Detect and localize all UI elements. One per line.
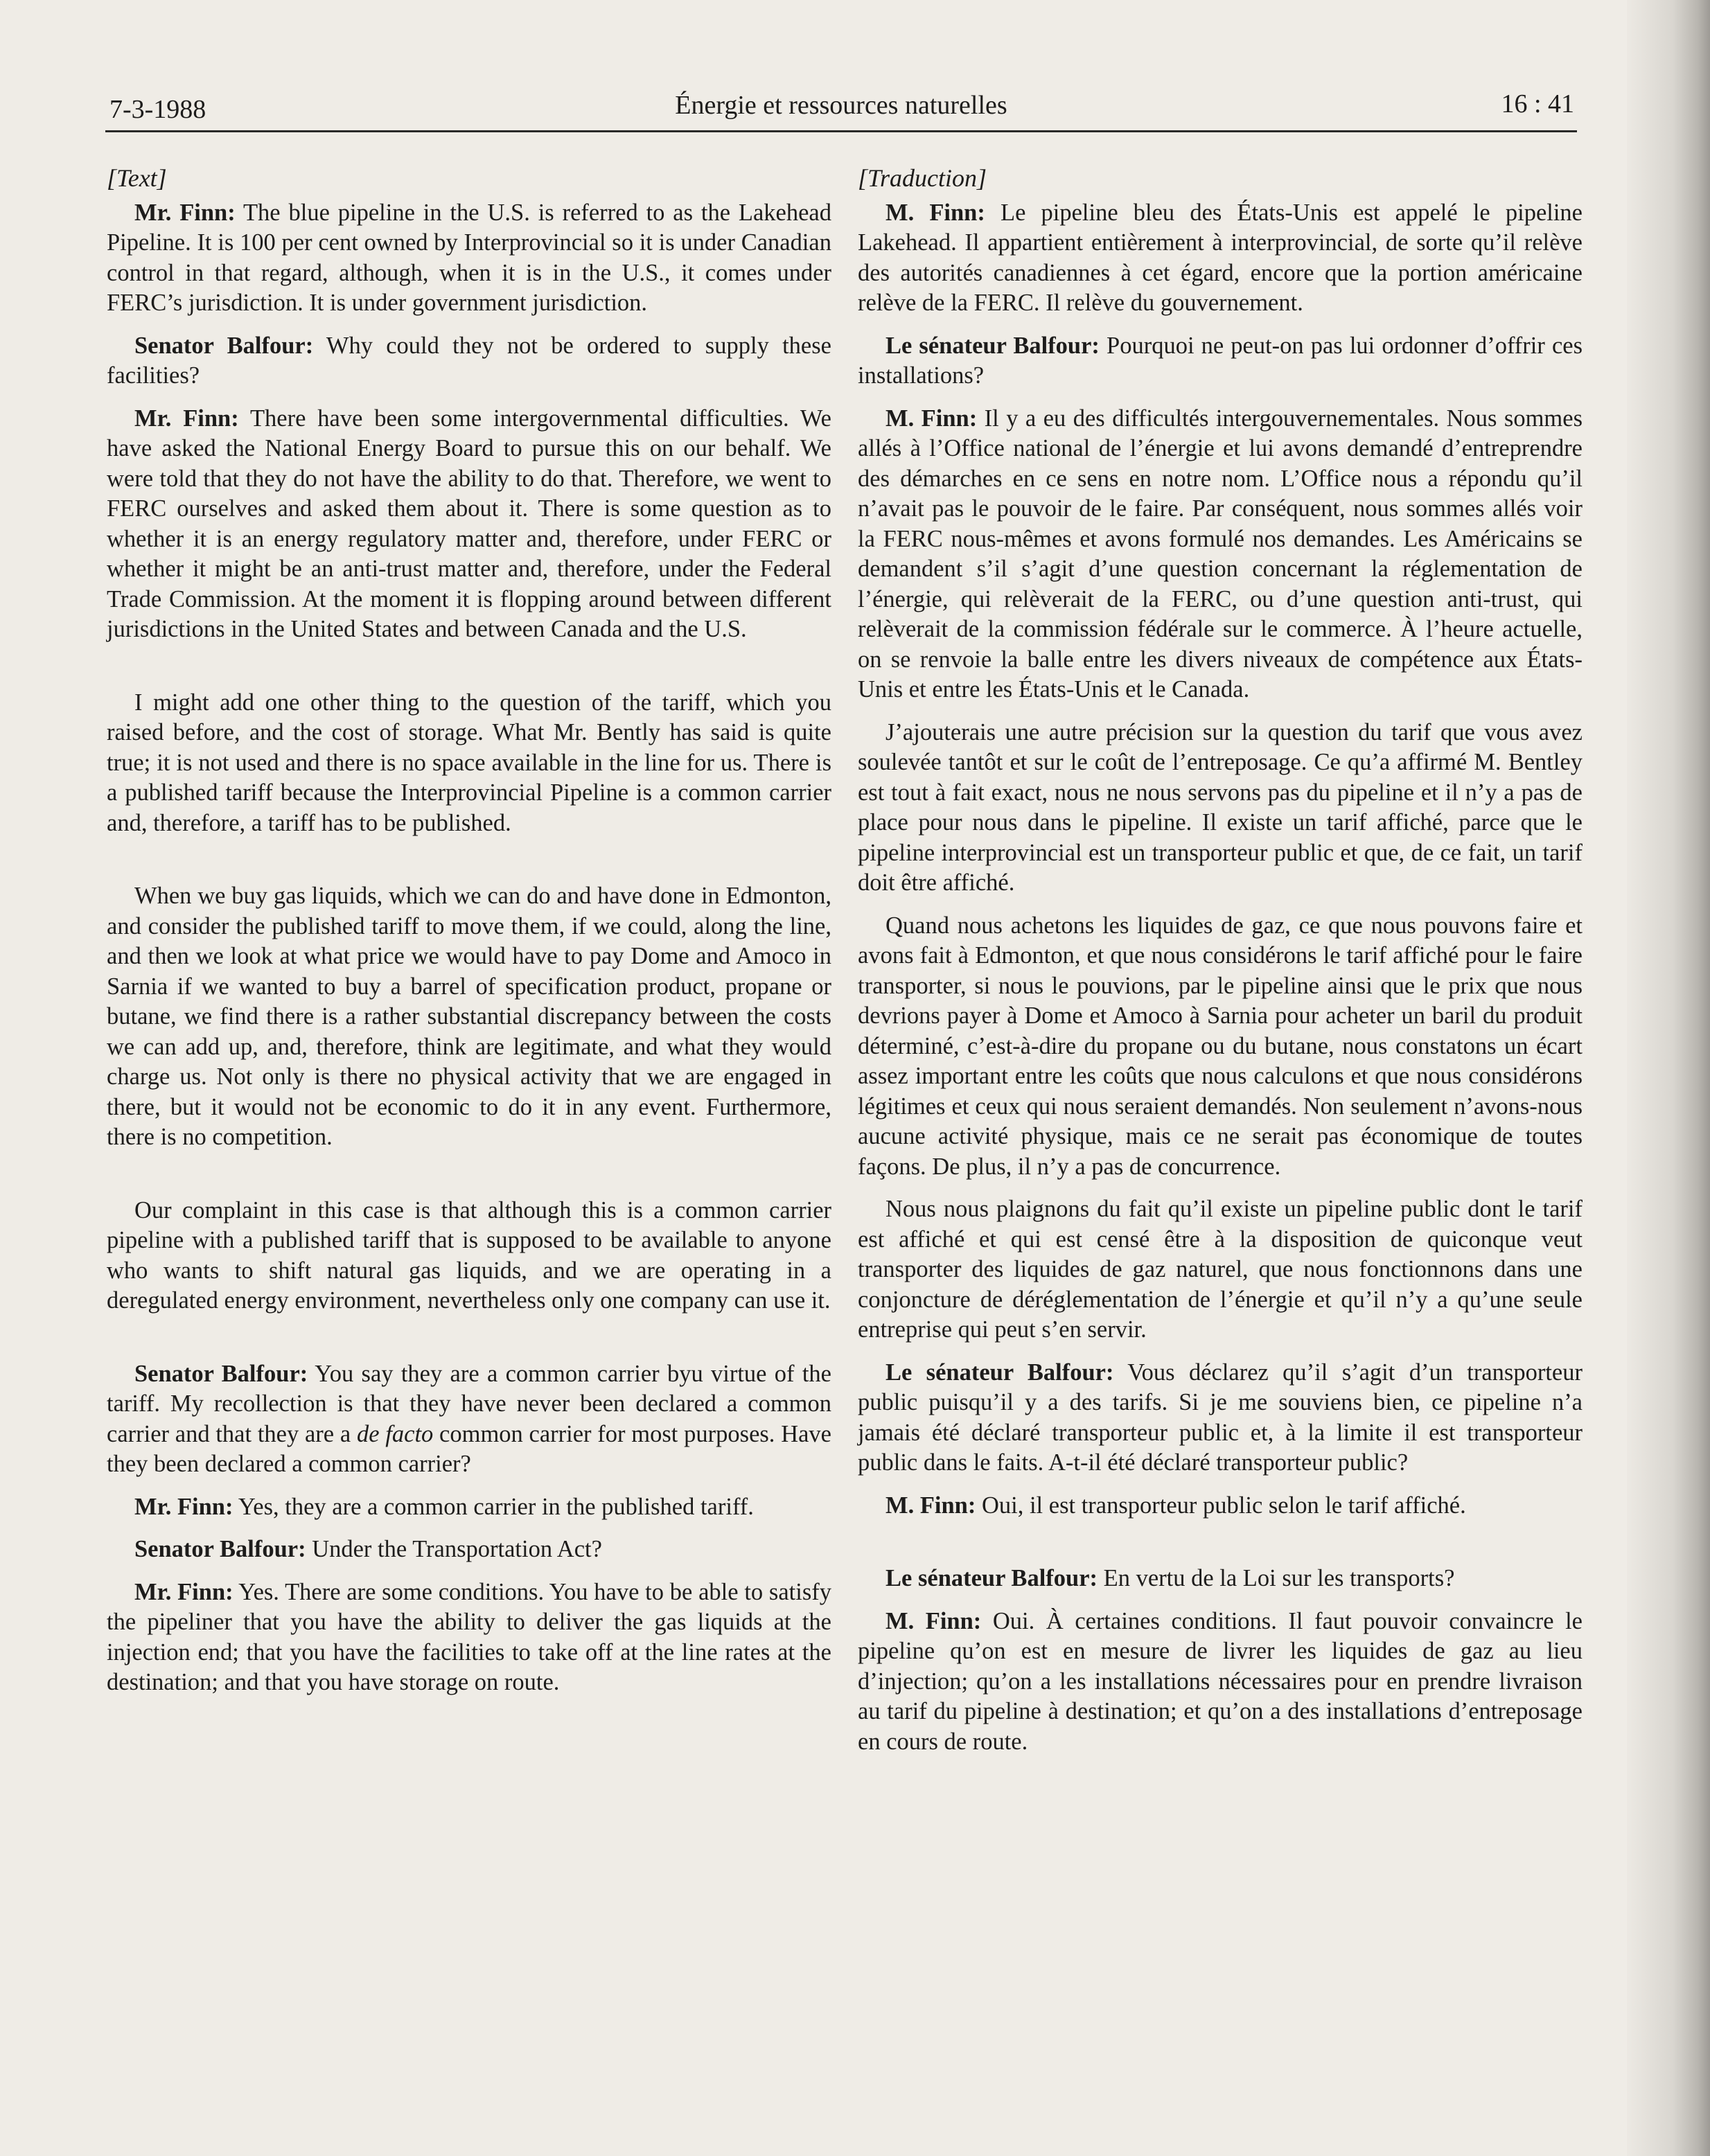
english-paragraph-1 — [107, 198, 831, 319]
paragraph-text: Pourquoi ne peut-on pas lui ordonner d’offrir ces installations? — [858, 332, 1583, 389]
paragraph-text: Il y a eu des difficultés intergouvernementales. Nous sommes allés à l’Office national de l’énergie et lui avons demandé d’entreprendre des démarches en ce sens en notre nom. L’Office nous a répondu qu’il n’avait pas le pouvoir de le faire. Par conséquent, nous sommes allés voir la FERC nous-mêmes et avons formulé nos demandes. Les Américains se demandent s’il s’agit d’une question concernant la réglementation de l’énergie, qui relèverait de la FERC, ou d’une question anti-trust, qui relèverait de la commission fédérale sur le commerce. À l’heure actuelle, on se renvoie la balle entre les divers niveaux de compétence aux États-Unis et entre les États-Unis et le Canada. — [858, 405, 1583, 703]
french-paragraph-2 — [858, 331, 1583, 391]
paragraph-text: Yes. There are some conditions. You have to be able to satisfy the pipeliner that you have the ability to deliver the gas liquids at the injection end; that you have the facilities to take off at the line rates at the destination; and that you have storage on route. — [107, 1578, 831, 1695]
speaker-name: Le sénateur Balfour: — [885, 332, 1100, 359]
speaker-name: M. Finn: — [885, 405, 978, 432]
speaker-name: Senator Balfour: — [134, 1360, 308, 1387]
paragraph-text: Oui. À certaines conditions. Il faut pouvoir convaincre le pipeline qu’on est en mesure de livrer les liquides de gaz au lieu d’injection; qu’on a les installations nécessaires pour en prendre livraison au tarif du pipeline à destination; et qu’on a des installations d’entreposage en cours de route. — [858, 1607, 1583, 1755]
speaker-name: Senator Balfour: — [134, 1536, 306, 1562]
header-title: Énergie et ressources naturelles — [675, 91, 1007, 120]
paragraph-text: Yes, they are a common carrier in the published tariff. — [233, 1493, 754, 1520]
paragraph-text: Under the Transportation Act? — [306, 1536, 602, 1562]
paragraph-text: common carrier for most purposes. Have they been declared a common carrier? — [107, 1420, 831, 1477]
french-paragraph-8 — [858, 1491, 1583, 1521]
french-paragraph-10 — [858, 1607, 1583, 1758]
english-paragraph-3 — [107, 404, 831, 645]
french-paragraph-9 — [858, 1564, 1583, 1594]
english-column-label: [Text] — [107, 164, 167, 192]
english-column — [107, 164, 831, 1711]
italic-term: de facto — [356, 1420, 434, 1447]
english-paragraph-8 — [107, 1492, 831, 1523]
paragraph-text: Why could they not be ordered to supply these facilities? — [107, 332, 831, 389]
french-paragraph-1 — [858, 198, 1583, 319]
speaker-name: Senator Balfour: — [134, 332, 314, 359]
paragraph-text: There have been some intergovernmental difficulties. We have asked the National Energy Board to pursue this on our behalf. We were told that they do not have the ability to do that. Therefore, we went to FERC ourselves and asked them about it. There is some question as to whether it is an energy regulatory matter and, therefore, under FERC or whether it might be an anti-trust matter and, therefore, under the Federal Trade Commission. At the moment it is flopping around between different jurisdictions in the United States and between Canada and the U.S. — [107, 405, 831, 642]
english-paragraph-7 — [107, 1359, 831, 1480]
paragraph-text: You say they are a common carrier byu virtue of the tariff. My recollection is that they have never been declared a common carrier and that they are a — [107, 1360, 831, 1447]
binding-shadow — [1627, 0, 1710, 2156]
speaker-name: M. Finn: — [885, 1492, 976, 1519]
english-paragraph-6 — [107, 1196, 831, 1316]
header-page-number: 16 : 41 — [1501, 89, 1574, 118]
paragraph-text: Vous déclarez qu’il s’agit d’un transporteur public puisqu’il y a des tarifs. Si je me souviens bien, ce pipeline n’a jamais été déclaré transporteur public et, à la limite il est transporteur public dans le faits. A-t-il été déclaré transporteur public? — [858, 1359, 1583, 1476]
header-date: 7-3-1988 — [109, 95, 206, 124]
paragraph-text: When we buy gas liquids, which we can do and have done in Edmonton, and consider the published tariff to move them, if we could, along the line, and then we look at what price we would have to pay Dome and Amoco in Sarnia if we wanted to buy a barrel of specification product, propane or butane, we find there is a rather substantial discrepancy between the costs we can add up, and, therefore, think are legitimate, and what they would charge us. Not only is there no physical activity that we are engaged in there, but it would not be economic to do it in any event. Furthermore, there is no competition. — [107, 883, 831, 1150]
speaker-name: Le sénateur Balfour: — [885, 1565, 1098, 1591]
running-head — [105, 85, 1577, 132]
speaker-name: M. Finn: — [885, 199, 985, 226]
french-paragraph-3 — [858, 404, 1583, 705]
french-column-label: [Traduction] — [858, 164, 987, 192]
paragraph-text: Our complaint in this case is that although this is a common carrier pipeline with a published tariff that is supposed to be available to anyone who wants to shift natural gas liquids, and we are operating in a deregulated energy environment, nevertheless only one company can use it. — [107, 1196, 831, 1314]
speaker-name: Le sénateur Balfour: — [885, 1359, 1114, 1386]
paragraph-text: Le pipeline bleu des États-Unis est appelé le pipeline Lakehead. Il appartient entièrement à interprovincial, de sorte qu’il relève des autorités canadiennes à cet égard, encore que la portion américaine relève de la FERC. Il relève du gouvernement. — [858, 199, 1583, 316]
speaker-name: Mr. Finn: — [134, 1578, 233, 1605]
english-paragraph-5 — [107, 881, 831, 1153]
speaker-name: Mr. Finn: — [134, 1493, 233, 1520]
french-column — [858, 164, 1583, 1769]
paragraph-text: The blue pipeline in the U.S. is referred to as the Lakehead Pipeline. It is 100 per cent owned by Interprovincial so it is under Canadian control in that regard, although, when it is in the U.S., it comes under FERC’s jurisdiction. It is under government jurisdiction. — [107, 199, 831, 316]
speaker-name: M. Finn: — [885, 1607, 982, 1634]
english-paragraph-4 — [107, 688, 831, 839]
paragraph-text: Nous nous plaignons du fait qu’il existe un pipeline public dont le tarif est affiché et qui est censé être à la disposition de quiconque veut transporter des liquides de gaz naturel, que nous fonctionnons dans une conjoncture de déréglementation de l’énergie et qu’il n’y a qu’une seule entreprise qui peut s’en servir. — [858, 1196, 1583, 1343]
french-paragraph-6 — [858, 1194, 1583, 1345]
french-paragraph-4 — [858, 718, 1583, 899]
paragraph-text: Quand nous achetons les liquides de gaz, ce que nous pouvons faire et avons fait à Edmonton, et que nous considérons le tarif affiché pour le faire transporter, si nous le pouvions, par le pipeline ainsi que le prix que nous devrions payer à Dome et Amoco à Sarnia pour acheter un baril du produit déterminé, c’est-à-dire du propane ou du butane, nous constatons un écart assez important entre les coûts que nous calculons et que nous considérons légitimes et ceux qui nous seraient demandés. Non seulement n’avons-nous aucune activité physique, mais ce ne serait pas économique de toutes façons. De plus, il n’y a pas de concurrence. — [858, 912, 1583, 1180]
french-paragraph-5 — [858, 911, 1583, 1183]
french-paragraph-7 — [858, 1358, 1583, 1478]
paragraph-text: En vertu de la Loi sur les transports? — [1098, 1565, 1455, 1591]
english-paragraph-9 — [107, 1535, 831, 1565]
paragraph-text: Oui, il est transporteur public selon le tarif affiché. — [976, 1492, 1466, 1519]
speaker-name: Mr. Finn: — [134, 405, 239, 432]
english-paragraph-10 — [107, 1578, 831, 1698]
english-paragraph-2 — [107, 331, 831, 391]
speaker-name: Mr. Finn: — [134, 199, 236, 226]
paragraph-text: J’ajouterais une autre précision sur la question du tarif que vous avez soulevée tantôt et sur le coût de l’entreposage. Ce qu’a affirmé M. Bentley est tout à fait exact, nous ne nous servons pas du pipeline et il n’y a pas de place pour nous dans le pipeline. Il existe un tarif affiché, parce que le pipeline interprovincial est un transporteur public et que, de ce fait, un tarif doit être affiché. — [858, 718, 1583, 896]
paragraph-text: I might add one other thing to the question of the tariff, which you raised before, and the cost of storage. What Mr. Bently has said is quite true; it is not used and there is no space available in the line for us. There is a published tariff because the Interprovincial Pipeline is a common carrier and, therefore, a tariff has to be published. — [107, 689, 831, 836]
